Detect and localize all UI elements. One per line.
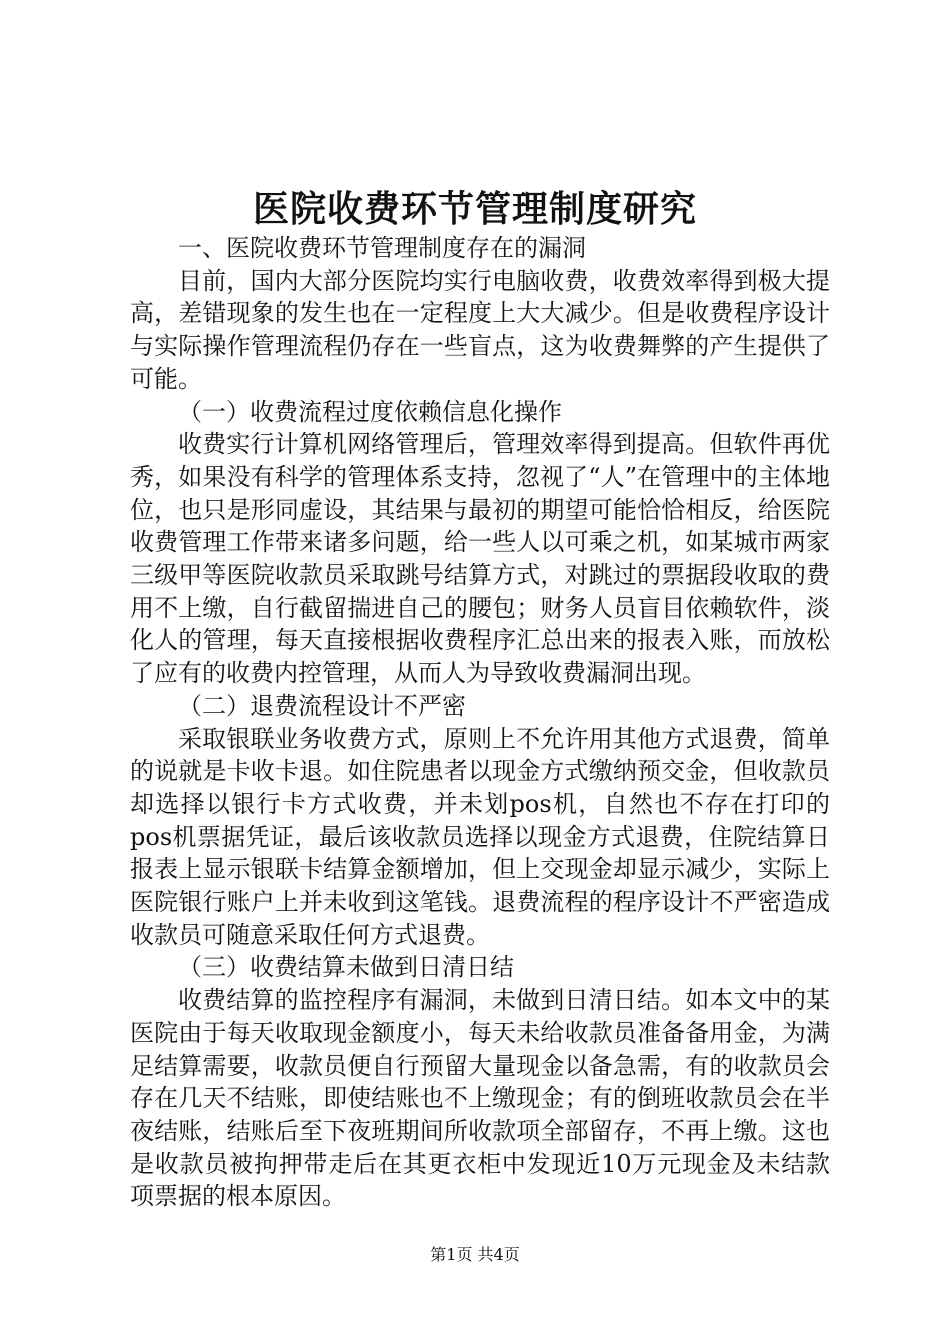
section-heading-2: （一）收费流程过度依赖信息化操作	[178, 397, 562, 426]
page-footer: 第1页 共4页	[430, 1245, 520, 1264]
section-heading-1: 一、医院收费环节管理制度存在的漏洞	[178, 234, 586, 262]
document-body	[130, 232, 830, 1213]
section-paragraph-2: 收费实行计算机网络管理后，管理效率得到提高。但软件再优秀，如果没有科学的管理体系支持，忽视了“人”在管理中的主体地位，也只是形同虚设，其结果与最初的期望可能恰恰相反，给医院收费管理工作带来诸多问题，给一些人以可乘之机，如某城市两家三级甲等医院收款员采取跳号结算方式，对跳过的票据段收取的费用不上缴，自行截留揣进自己的腰包；财务人员盲目依赖软件，淡化人的管理，每天直接根据收费程序汇总出来的报表入账，而放松了应有的收费内控管理，从而人为导致收费漏洞出现。	[130, 430, 830, 688]
document-title: 医院收费环节管理制度研究	[252, 188, 697, 230]
section-heading-3: （二）退费流程设计不严密	[178, 691, 466, 720]
section-paragraph-1: 目前，国内大部分医院均实行电脑收费，收费效率得到极大提高，差错现象的发生也在一定程度上大大减少。但是收费程序设计与实际操作管理流程仍存在一些盲点，这为收费舞弊的产生提供了可能。	[130, 266, 830, 393]
section-paragraph-4: 收费结算的监控程序有漏洞，未做到日清日结。如本文中的某医院由于每天收取现金额度小，每天未给收款员准备备用金，为满足结算需要，收款员便自行预留大量现金以备急需，有的收款员会存在几天不结账，即使结账也不上缴现金；有的倒班收款员会在半夜结账，结账后至下夜班期间所收款项全部留存，不再上缴。这也是收款员被拘押带走后在其更衣柜中发现近10万元现金及未结款项票据的根本原因。	[130, 986, 830, 1211]
section-paragraph-3: 采取银联业务收费方式，原则上不允许用其他方式退费，简单的说就是卡收卡退。如住院患者以现金方式缴纳预交金，但收款员却选择以银行卡方式收费，并未划pos机，自然也不存在打印的pos机票据凭证，最后该收款员选择以现金方式退费，住院结算日报表上显示银联卡结算金额增加，但上交现金却显示减少，实际上医院银行账户上并未收到这笔钱。退费流程的程序设计不严密造成收款员可随意采取任何方式退费。	[130, 724, 830, 949]
section-heading-4: （三）收费结算未做到日清日结	[178, 953, 514, 982]
